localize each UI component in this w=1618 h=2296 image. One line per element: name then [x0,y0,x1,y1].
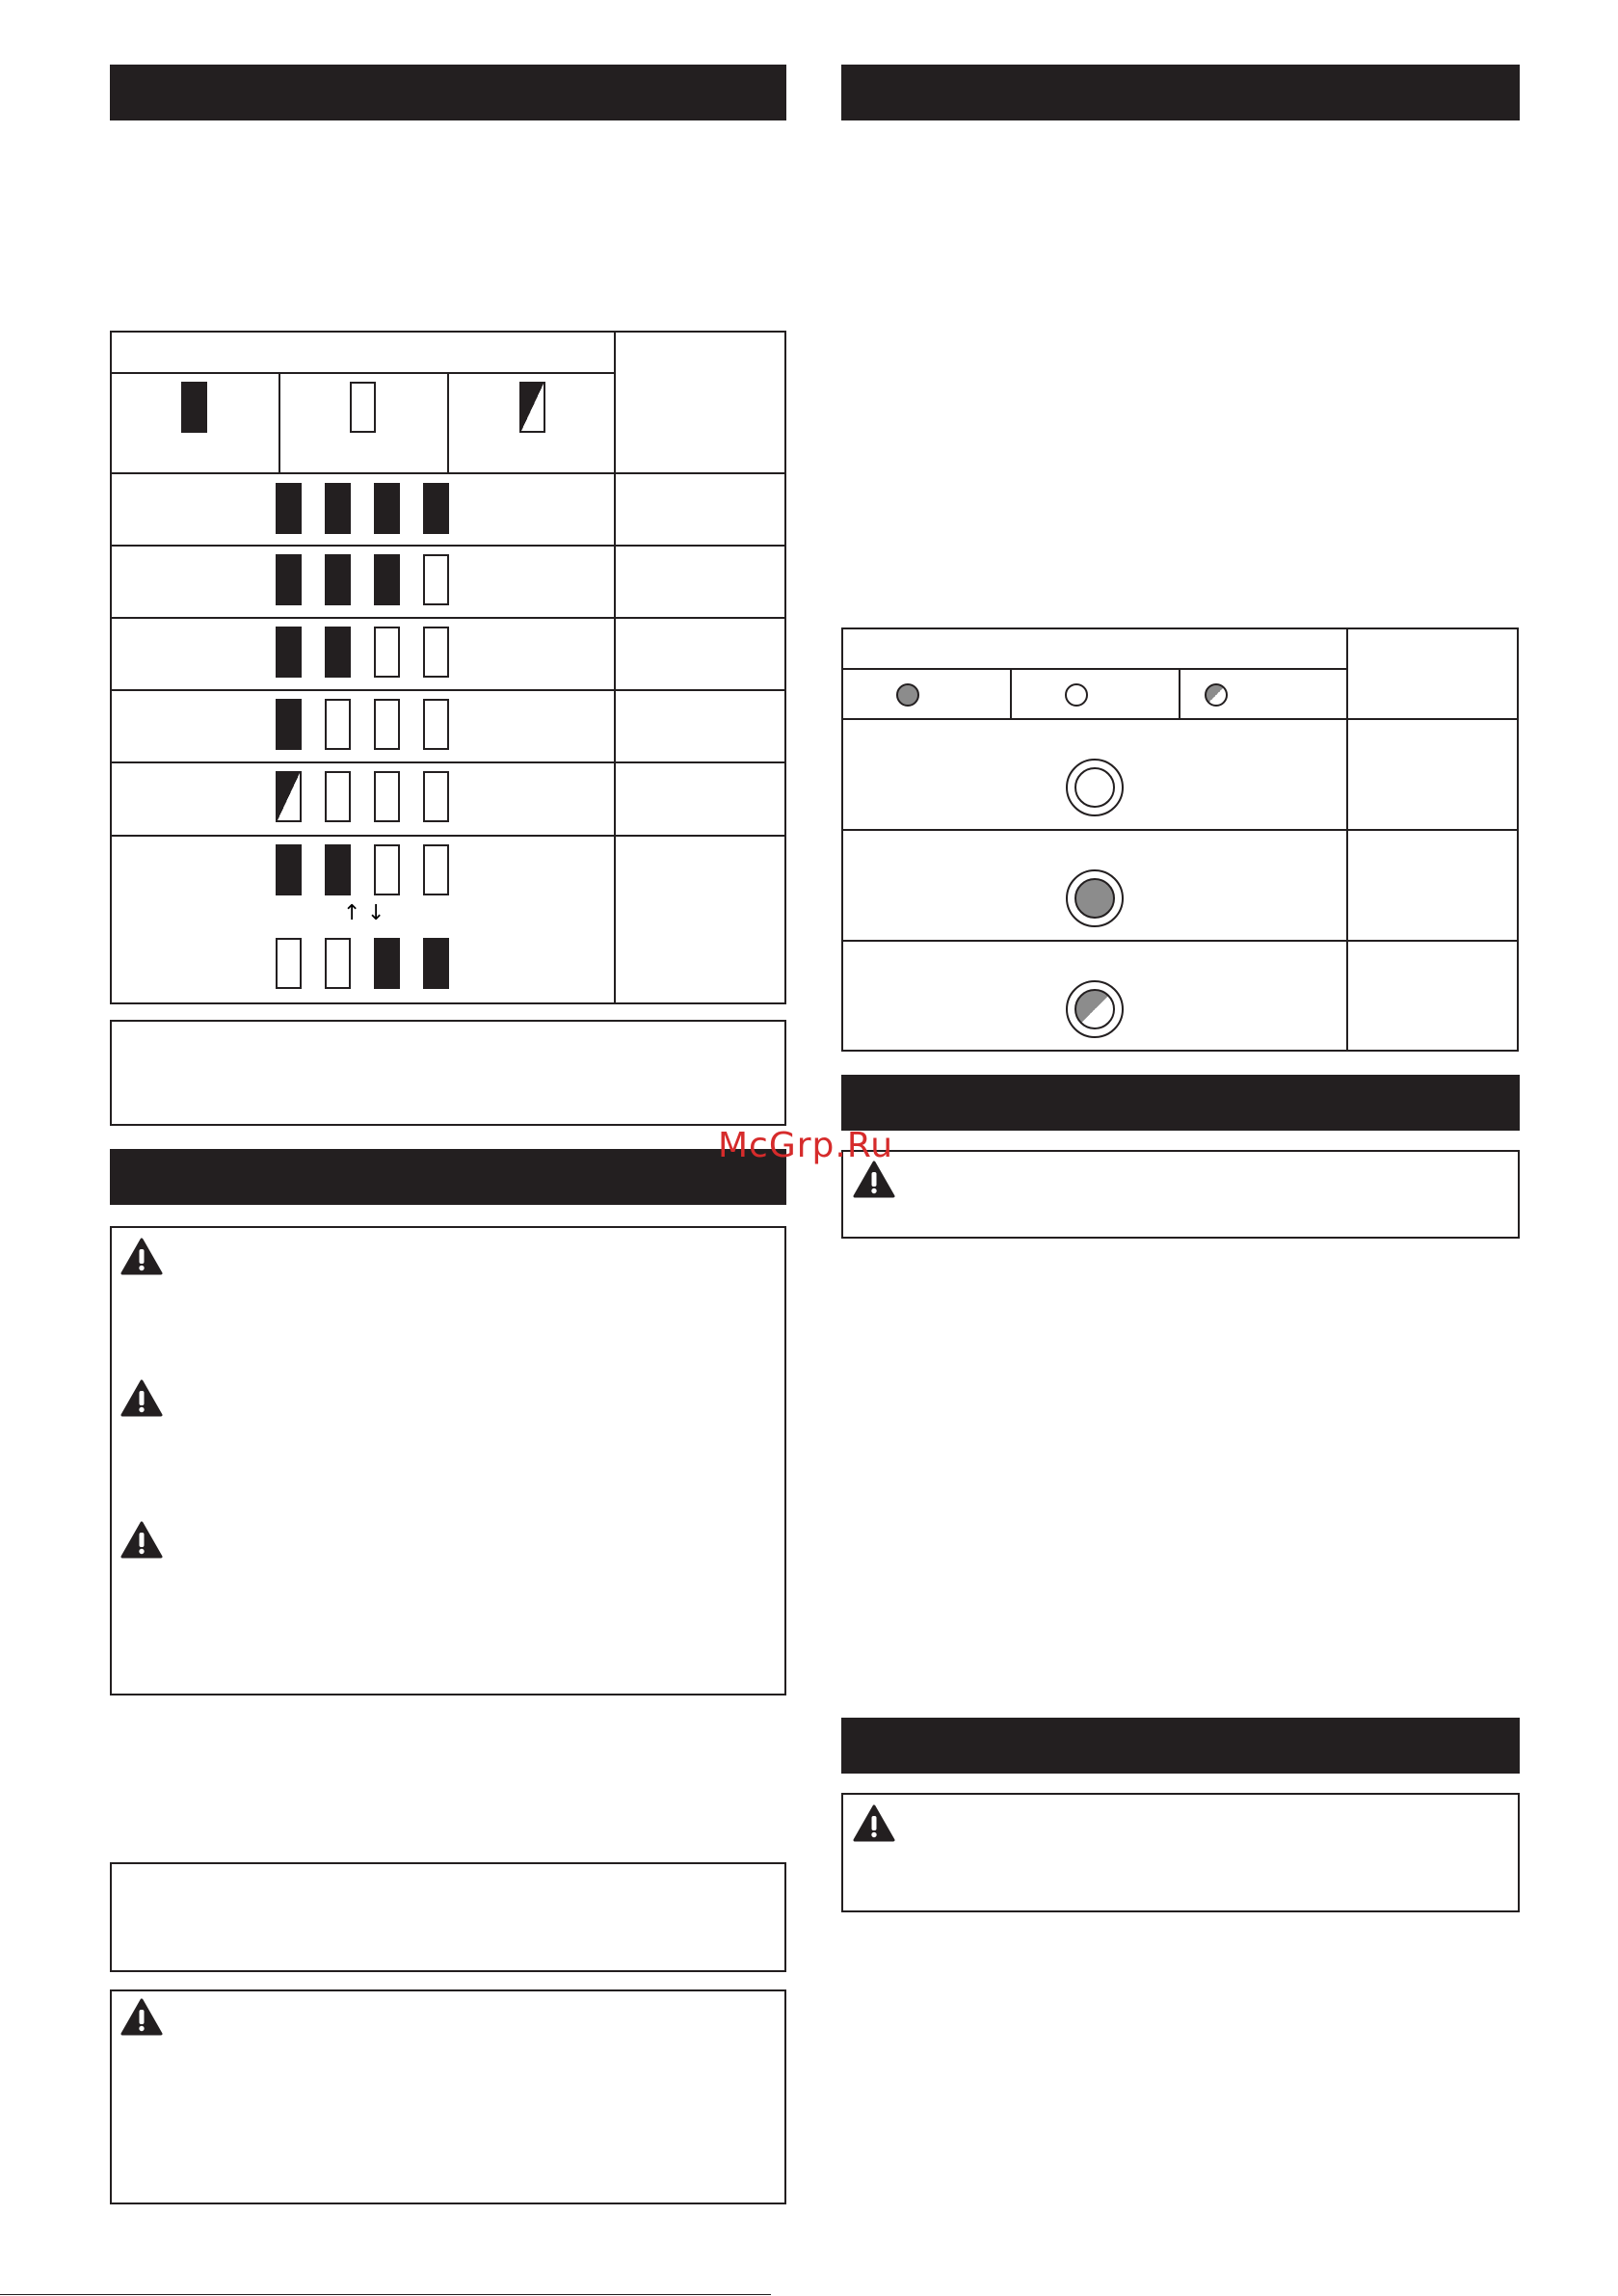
indicator-lamp [423,554,449,605]
indicator-lamp [325,699,351,750]
indicator-lamp [276,938,302,989]
indicator-lamp [374,627,400,678]
table-divider [279,372,280,474]
table-divider [1346,627,1348,1052]
table-divider [841,718,1519,720]
indicator-lamp [325,938,351,989]
table-divider [110,617,786,619]
indicator-lamp [325,627,351,678]
legend-off-dot [1065,683,1088,707]
warning-triangle-icon [853,1161,895,1199]
indicator-lamp [374,554,400,605]
section-header-bar [841,1718,1520,1774]
legend-lit-indicator [181,382,207,433]
indicator-lamp [423,938,449,989]
legend-off-indicator [350,382,376,433]
bottom-rule [0,2294,771,2295]
indicator-lamp [276,554,302,605]
indicator-lamp [374,699,400,750]
indicator-lamp [423,699,449,750]
indicator-lamp [374,771,400,822]
table-divider [447,372,449,474]
table-divider [110,835,786,837]
arrow-up-icon: ↑ [343,901,361,925]
indicator-lamp [423,627,449,678]
table-divider [110,545,786,547]
indicator-lamp [423,483,449,534]
status-lamp-lit [1074,878,1115,919]
warning-box [110,1226,786,1695]
warning-triangle-icon [120,1238,163,1276]
section-header-bar [841,1075,1520,1131]
indicator-lamp [374,844,400,895]
indicator-lamp [423,844,449,895]
status-lamp [1066,869,1124,927]
legend-blinking-indicator [519,382,545,433]
table-divider [1010,668,1012,719]
table-divider [110,761,786,763]
section-header-bar [110,65,786,120]
warning-triangle-icon [120,1379,163,1418]
note-box [110,1862,786,1972]
table-divider [1179,668,1180,719]
warning-triangle-icon [853,1804,895,1843]
indicator-lamp [325,771,351,822]
legend-blinking-dot [1205,683,1228,707]
indicator-lamp [276,699,302,750]
warning-triangle-icon [120,1998,163,2037]
table-divider [110,689,786,691]
indicator-lamp [276,771,302,822]
watermark-text: McGrp.Ru [718,1126,894,1165]
status-lamp [1066,759,1124,816]
indicator-lamp [325,554,351,605]
section-header-bar [841,65,1520,120]
section-header-bar [110,1149,786,1205]
table-divider [841,829,1519,831]
warning-box [841,1793,1520,1912]
indicator-lamp [276,844,302,895]
indicator-lamp [374,938,400,989]
status-lamp-blinking [1074,989,1115,1029]
note-box [110,1020,786,1126]
indicator-lamp [276,627,302,678]
warning-box [841,1150,1520,1239]
warning-triangle-icon [120,1521,163,1560]
status-lamp-off [1074,767,1115,808]
indicator-lamp [276,483,302,534]
indicator-lamp [423,771,449,822]
indicator-lamp [325,483,351,534]
arrow-down-icon: ↓ [367,901,385,925]
table-divider [841,940,1519,942]
indicator-lamp [325,844,351,895]
status-lamp [1066,980,1124,1038]
indicator-lamp [374,483,400,534]
legend-lit-dot [896,683,919,707]
table-divider [110,472,786,474]
table-divider [614,331,616,1004]
warning-box [110,1989,786,2204]
table-divider [841,668,1347,670]
table-divider [110,372,615,374]
